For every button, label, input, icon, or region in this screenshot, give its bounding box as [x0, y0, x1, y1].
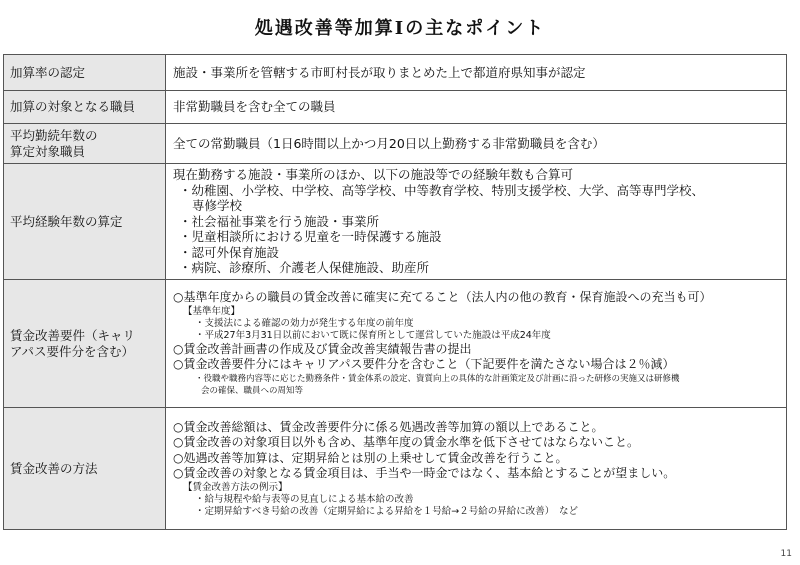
row-line: ○賃金改善総額は、賃金改善要件分に係る処遇改善等加算の額以上であること。 — [173, 419, 604, 434]
row-line: ・社会福祉事業を行う施設・事業所 — [179, 213, 380, 229]
table-row — [4, 91, 787, 124]
row-line: ○賃金改善の対象となる賃金項目は、手当や一時金ではなく、基本給とすることが望ましい。 — [173, 466, 676, 480]
row-line: ・支援法による確認の効力が発生する年度の前年度 — [195, 317, 414, 329]
row-label — [4, 91, 166, 124]
row-line: ・定期昇給すべき号給の改善（定期昇給による昇給を１号給→２号給の昇給に改善） など — [195, 505, 579, 517]
row-line: 専修学校 — [192, 198, 243, 214]
row-line: ・幼稚園、小学校、中学校、高等学校、中等教育学校、特別支援学校、大学、高等専門学校、 — [179, 182, 705, 198]
points-table — [3, 54, 787, 530]
table-row — [4, 164, 787, 280]
row-line: ○賃金改善計画書の作成及び賃金改善実績報告書の提出 — [173, 341, 472, 356]
row-line: 会の確保、職員への周知等 — [201, 385, 304, 396]
row-line: ・役職や職務内容等に応じた勤務条件・賃金体系の設定、資質向上の具体的な計画策定及び計画に沿った研修の実施又は研修機 — [195, 373, 680, 384]
table-row — [4, 280, 787, 408]
row-line: 【賃金改善方法の例示】 — [183, 481, 288, 493]
row-label-text: 賃金改善の方法 — [10, 460, 98, 476]
table-row — [4, 124, 787, 164]
row-line: 【基準年度】 — [183, 305, 241, 317]
row-content — [166, 408, 787, 530]
row-label-text: アパス要件分を含む） — [10, 343, 135, 359]
row-label — [4, 55, 166, 91]
row-label — [4, 124, 166, 164]
row-label-text: 加算の対象となる職員 — [10, 99, 136, 114]
row-line: ・認可外保育施設 — [179, 244, 280, 260]
table-row — [4, 408, 787, 530]
row-label — [4, 408, 166, 530]
row-label-text: 加算率の認定 — [10, 64, 86, 80]
row-content — [166, 280, 787, 408]
row-content — [166, 55, 787, 91]
row-label-text: 算定対象職員 — [10, 143, 86, 159]
row-line: ○賃金改善要件分にはキャリアパス要件分を含むこと（下記要件を満たさない場合は２％減） — [173, 357, 675, 372]
row-line: ・児童相談所における児童を一時保護する施設 — [179, 229, 442, 245]
row-line: 全ての常勤職員（1日6時間以上かつ月20日以上勤務する非常勤職員を含む） — [173, 135, 605, 151]
row-label-text: 平均勤続年数の — [10, 127, 98, 143]
row-label — [4, 280, 166, 408]
row-content — [166, 164, 787, 280]
row-content — [166, 124, 787, 164]
row-label — [4, 164, 166, 280]
row-line: ○基準年度からの職員の賃金改善に確実に充てること（法人内の他の教育・保育施設への充当も可） — [173, 290, 712, 305]
row-line: ○賃金改善の対象項目以外も含め、基準年度の賃金水準を低下させてはならないこと。 — [173, 435, 639, 449]
row-label-text: 賃金改善要件（キャリ — [10, 327, 136, 343]
row-line: ・平成27年3月31日以前において既に保育所として運営していた施設は平成24年度 — [195, 329, 551, 341]
table-row — [4, 55, 787, 91]
row-line: 施設・事業所を管轄する市町村長が取りまとめた上で都道府県知事が認定 — [173, 64, 586, 80]
row-line: ○処遇改善等加算は、定期昇給とは別の上乗せして賃金改善を行うこと。 — [173, 450, 568, 465]
row-line: 非常勤職員を含む全ての職員 — [173, 99, 336, 115]
row-line: 現在勤務する施設・事業所のほか、以下の施設等での経験年数も合算可 — [173, 167, 574, 183]
row-label-text: 平均経験年数の算定 — [10, 213, 123, 229]
row-line: ・給与規程や給与表等の見直しによる基本給の改善 — [195, 493, 414, 505]
row-line: ・病院、診療所、介護老人保健施設、助産所 — [179, 260, 430, 276]
page-title: 処遇改善等加算Ⅰの主なポイント — [254, 18, 546, 39]
row-content — [166, 91, 787, 124]
page-number: 11 — [780, 549, 792, 559]
